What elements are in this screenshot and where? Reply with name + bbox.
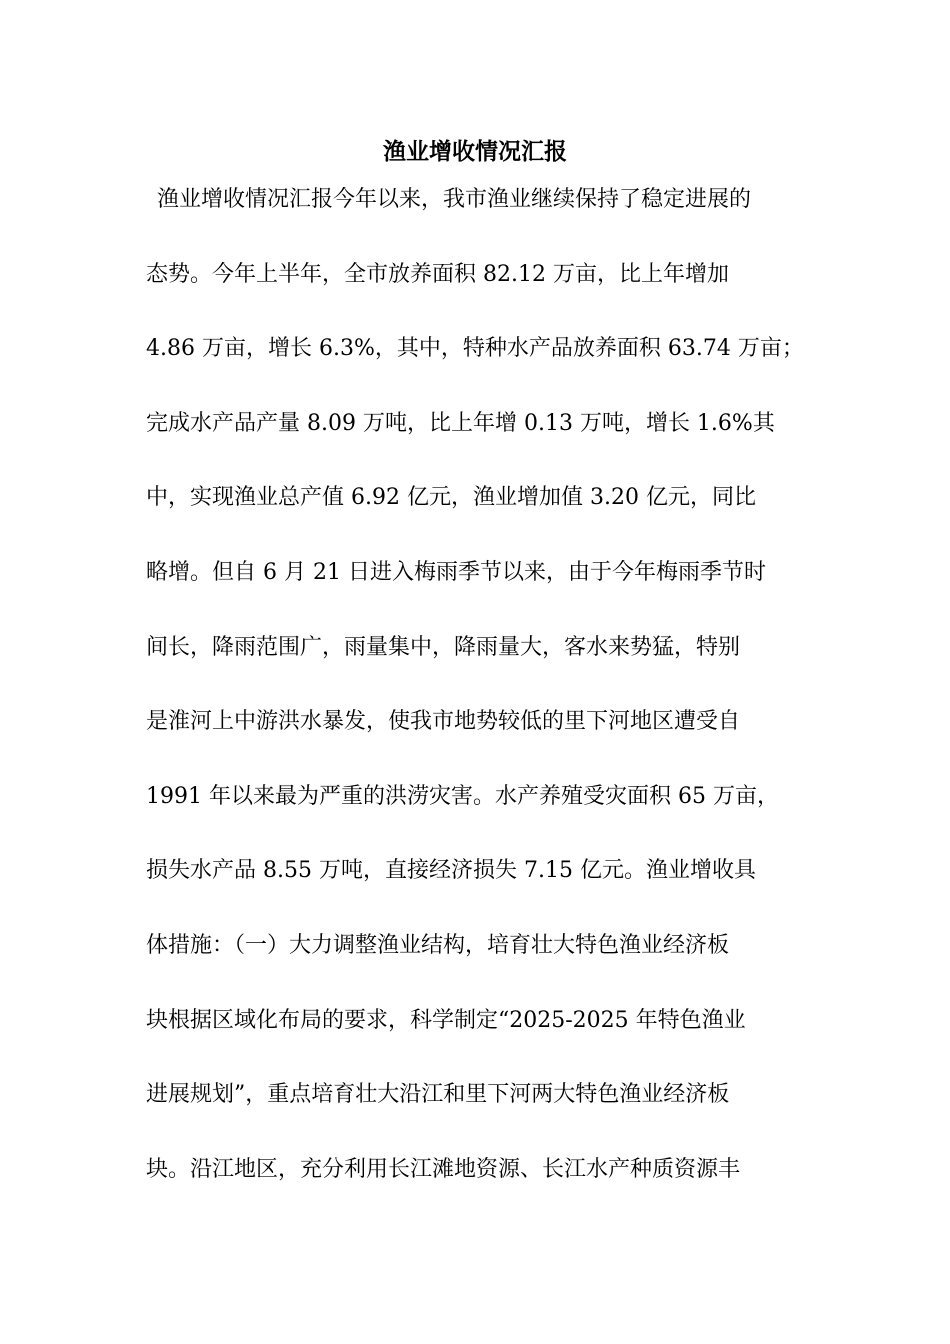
body-line-12: 块根据区域化布局的要求，科学制定“2025-2025 年特色渔业: [146, 1007, 746, 1033]
body-line-4: 完成水产品产量 8.09 万吨，比上年增 0.13 万吨，增长 1.6%其: [146, 410, 775, 436]
body-line-13: 进展规划”，重点培育壮大沿江和里下河两大特色渔业经济板: [146, 1082, 730, 1108]
body-line-1: 渔业增收情况汇报今年以来，我市渔业继续保持了稳定进展的: [157, 187, 752, 212]
body-line-2: 态势。今年上半年，全市放养面积 82.12 万亩，比上年增加: [146, 261, 729, 287]
body-line-3: 4.86 万亩，增长 6.3%，其中，特种水产品放养面积 63.74 万亩；: [146, 336, 804, 362]
body-line-9: 1991 年以来最为严重的洪涝灾害。水产养殖受灾面积 65 万亩，: [146, 783, 779, 809]
document-title: 渔业增收情况汇报: [383, 138, 567, 165]
body-line-6: 略增。但自 6 月 21 日进入梅雨季节以来，由于今年梅雨季节时: [146, 559, 766, 585]
body-line-5: 中，实现渔业总产值 6.92 亿元，渔业增加值 3.20 亿元，同比: [146, 485, 756, 511]
body-line-14: 块。沿江地区，充分利用长江滩地资源、长江水产种质资源丰: [146, 1156, 741, 1182]
body-line-8: 是淮河上中游洪水暴发，使我市地势较低的里下河地区遭受自: [146, 709, 741, 735]
body-line-7: 间长，降雨范围广，雨量集中，降雨量大，客水来势猛，特别: [146, 634, 741, 660]
body-line-11: 体措施：（一）大力调整渔业结构，培育壮大特色渔业经济板: [146, 932, 730, 958]
document-body: [146, 180, 826, 1224]
body-line-10: 损失水产品 8.55 万吨，直接经济损失 7.15 亿元。渔业增收具: [146, 858, 756, 884]
